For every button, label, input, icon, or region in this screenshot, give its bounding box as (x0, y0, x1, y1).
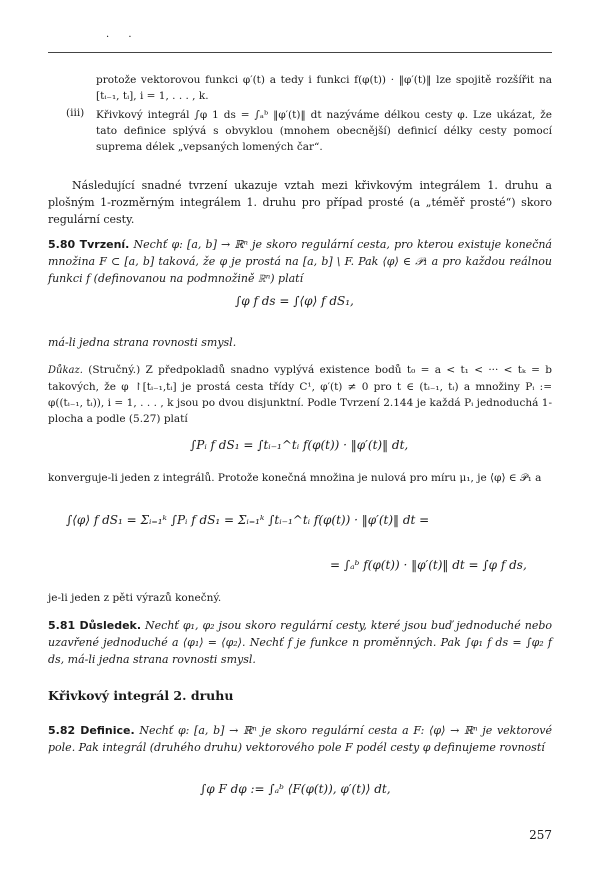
page-number: 257 (529, 828, 552, 842)
header-marks: · · (106, 32, 140, 43)
item-ii-continuation: protože vektorovou funkci φ′(t) a tedy i funkci f(φ(t)) · ‖φ′(t)‖ lze spojitě rozšířit na [tᵢ₋₁, tᵢ], i = 1, . . . , k. (96, 74, 552, 102)
theorem-tail: má-li jedna strana rovnosti smysl. (48, 336, 237, 349)
proof-equation-1: ∫Pᵢ f dS₁ = ∫tᵢ₋₁^tᵢ f(φ(t)) · ‖φ′(t)‖ dt, (190, 438, 409, 452)
proof-tail: je-li jeden z pěti výrazů konečný. (48, 592, 222, 604)
intro-paragraph: Následující snadné tvrzení ukazuje vztah mezi křivkovým integrálem 1. druhu a plošným 1-rozměrným integrálem 1. druhu pro případ prosté (a „téměř prosté“) skoro regulární cesty. (48, 179, 552, 226)
definition-text: Nechť φ: [a, b] → ℝⁿ je skoro regulární cesta a F: ⟨φ⟩ → ℝⁿ je vektorové pole. Pak integrál (druhého druhu) vektorového pole F podél cesty φ definujeme rovností (48, 724, 552, 754)
proof-equation-2a: ∫⟨φ⟩ f dS₁ = Σᵢ₌₁ᵏ ∫Pᵢ f dS₁ = Σᵢ₌₁ᵏ ∫tᵢ₋₁^tᵢ f(φ(t)) · ‖φ′(t)‖ dt = (66, 513, 430, 527)
corollary-label: 5.81 Důsledek. (48, 619, 142, 632)
corollary-5-81 (48, 617, 552, 668)
proof-equation-2b: = ∫ₐᵇ f(φ(t)) · ‖φ′(t)‖ dt = ∫φ f ds, (330, 558, 527, 572)
proof-paragraph (48, 362, 552, 427)
item-iii-text: Křivkový integrál ∫φ 1 ds = ∫ₐᵇ ‖φ′(t)‖ dt nazýváme délkou cesty φ. Lze ukázat, že tato definice splývá s obvyklou (mnohem obecnější) definicí délky cesty pomocí suprema délek „vepsaných lomených čar“. (96, 109, 552, 153)
running-header (48, 22, 552, 53)
proof-middle: konverguje-li jeden z integrálů. Protože konečná množina je nulová pro míru μ₁, je ⟨φ⟩ ∈ 𝒫₁ a (48, 472, 542, 484)
definition-label: 5.82 Definice. (48, 724, 135, 737)
item-iii-label: (iii) (66, 107, 85, 119)
theorem-label: 5.80 Tvrzení. (48, 238, 130, 251)
proof-text: (Stručný.) Z předpokladů snadno vyplývá existence bodů t₀ = a < t₁ < ··· < tₖ = b takových, že φ ↾[tᵢ₋₁,tᵢ] je prostá cesta třídy C¹, φ′(t) ≠ 0 pro t ∈ (tᵢ₋₁, tᵢ) a množiny Pᵢ := φ((tᵢ₋₁, tᵢ)), i = 1, . . . , k jsou po dvou disjunktní. Podle Tvrzení 2.144 je každá Pᵢ jednoduchá 1-plocha a podle (5.27) platí (48, 364, 552, 425)
equation-5-82: ∫φ F dφ := ∫ₐᵇ ⟨F(φ(t)), φ′(t)⟩ dt, (200, 782, 391, 796)
section-title: Křivkový integrál 2. druhu (48, 688, 234, 703)
definition-5-82 (48, 722, 552, 756)
proof-label: Důkaz. (48, 365, 83, 376)
equation-5-80: ∫φ f ds = ∫⟨φ⟩ f dS₁, (235, 294, 354, 308)
corollary-text: Nechť φ₁, φ₂ jsou skoro regulární cesty, které jsou buď jednoduché nebo uzavřené jednoduché a ⟨φ₁⟩ = ⟨φ₂⟩. Nechť f je funkce n proměnných. Pak ∫φ₁ f ds = ∫φ₂ f ds, má-li jedna strana rovnosti smysl. (48, 619, 552, 666)
theorem-text: Nechť φ: [a, b] → ℝⁿ je skoro regulární cesta, pro kterou existuje konečná množina F ⊂ [a, b] taková, že φ je prostá na [a, b] \ F. Pak ⟨φ⟩ ∈ 𝒫₁ a pro každou reálnou funkci f (definovanou na podmnožině ℝⁿ) platí (48, 238, 552, 285)
theorem-5-80 (48, 236, 552, 287)
